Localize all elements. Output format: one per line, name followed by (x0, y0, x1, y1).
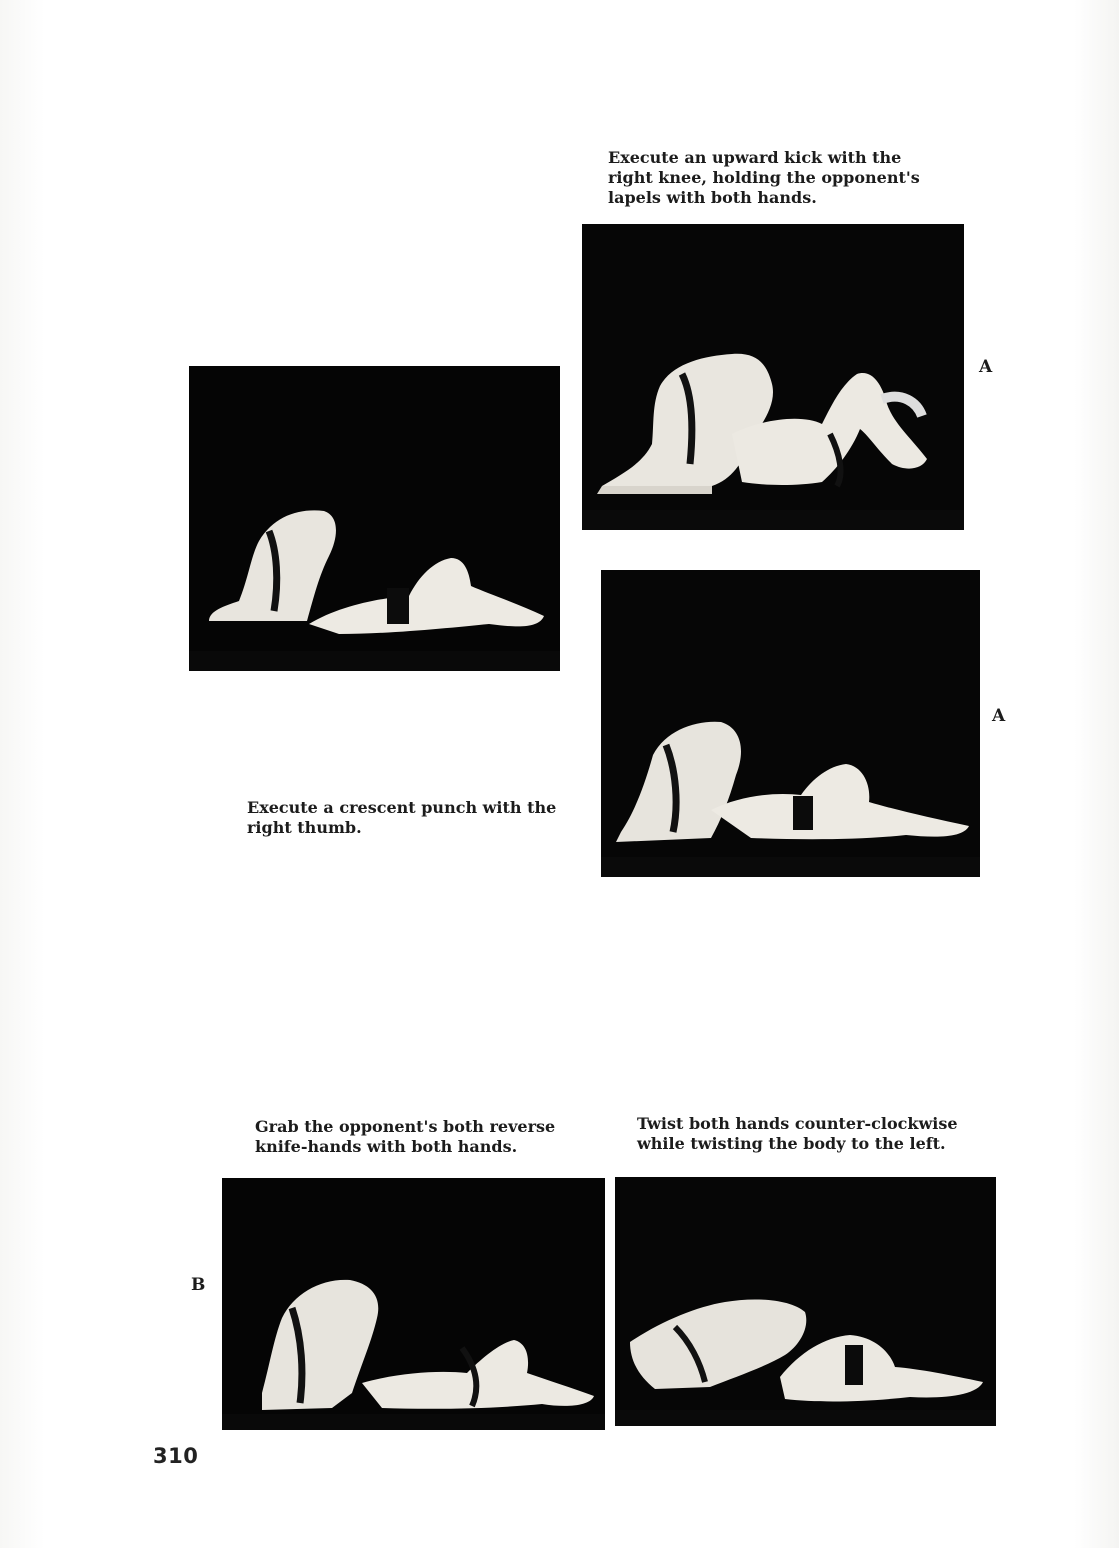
photo-crescent-punch (601, 570, 980, 877)
photo-grab-knife-hands (222, 1178, 605, 1430)
caption-upward-kick: Execute an upward kick with the right knee, holding the opponent's lapels with both hands. (608, 148, 920, 207)
photo-upward-kick (582, 224, 964, 530)
step-label-a-top: A (979, 357, 993, 377)
photo-twist-hands (615, 1177, 996, 1426)
photo-starting-position (189, 366, 560, 671)
step-label-a-middle: A (992, 706, 1006, 726)
caption-twist-hands: Twist both hands counter-clockwise while twisting the body to the left. (637, 1114, 958, 1153)
step-label-b: B (191, 1275, 206, 1295)
caption-crescent-punch: Execute a crescent punch with the right thumb. (247, 798, 557, 837)
page-number: 310 (153, 1444, 199, 1468)
caption-grab-knife-hands: Grab the opponent's both reverse knife-hands with both hands. (255, 1117, 556, 1156)
